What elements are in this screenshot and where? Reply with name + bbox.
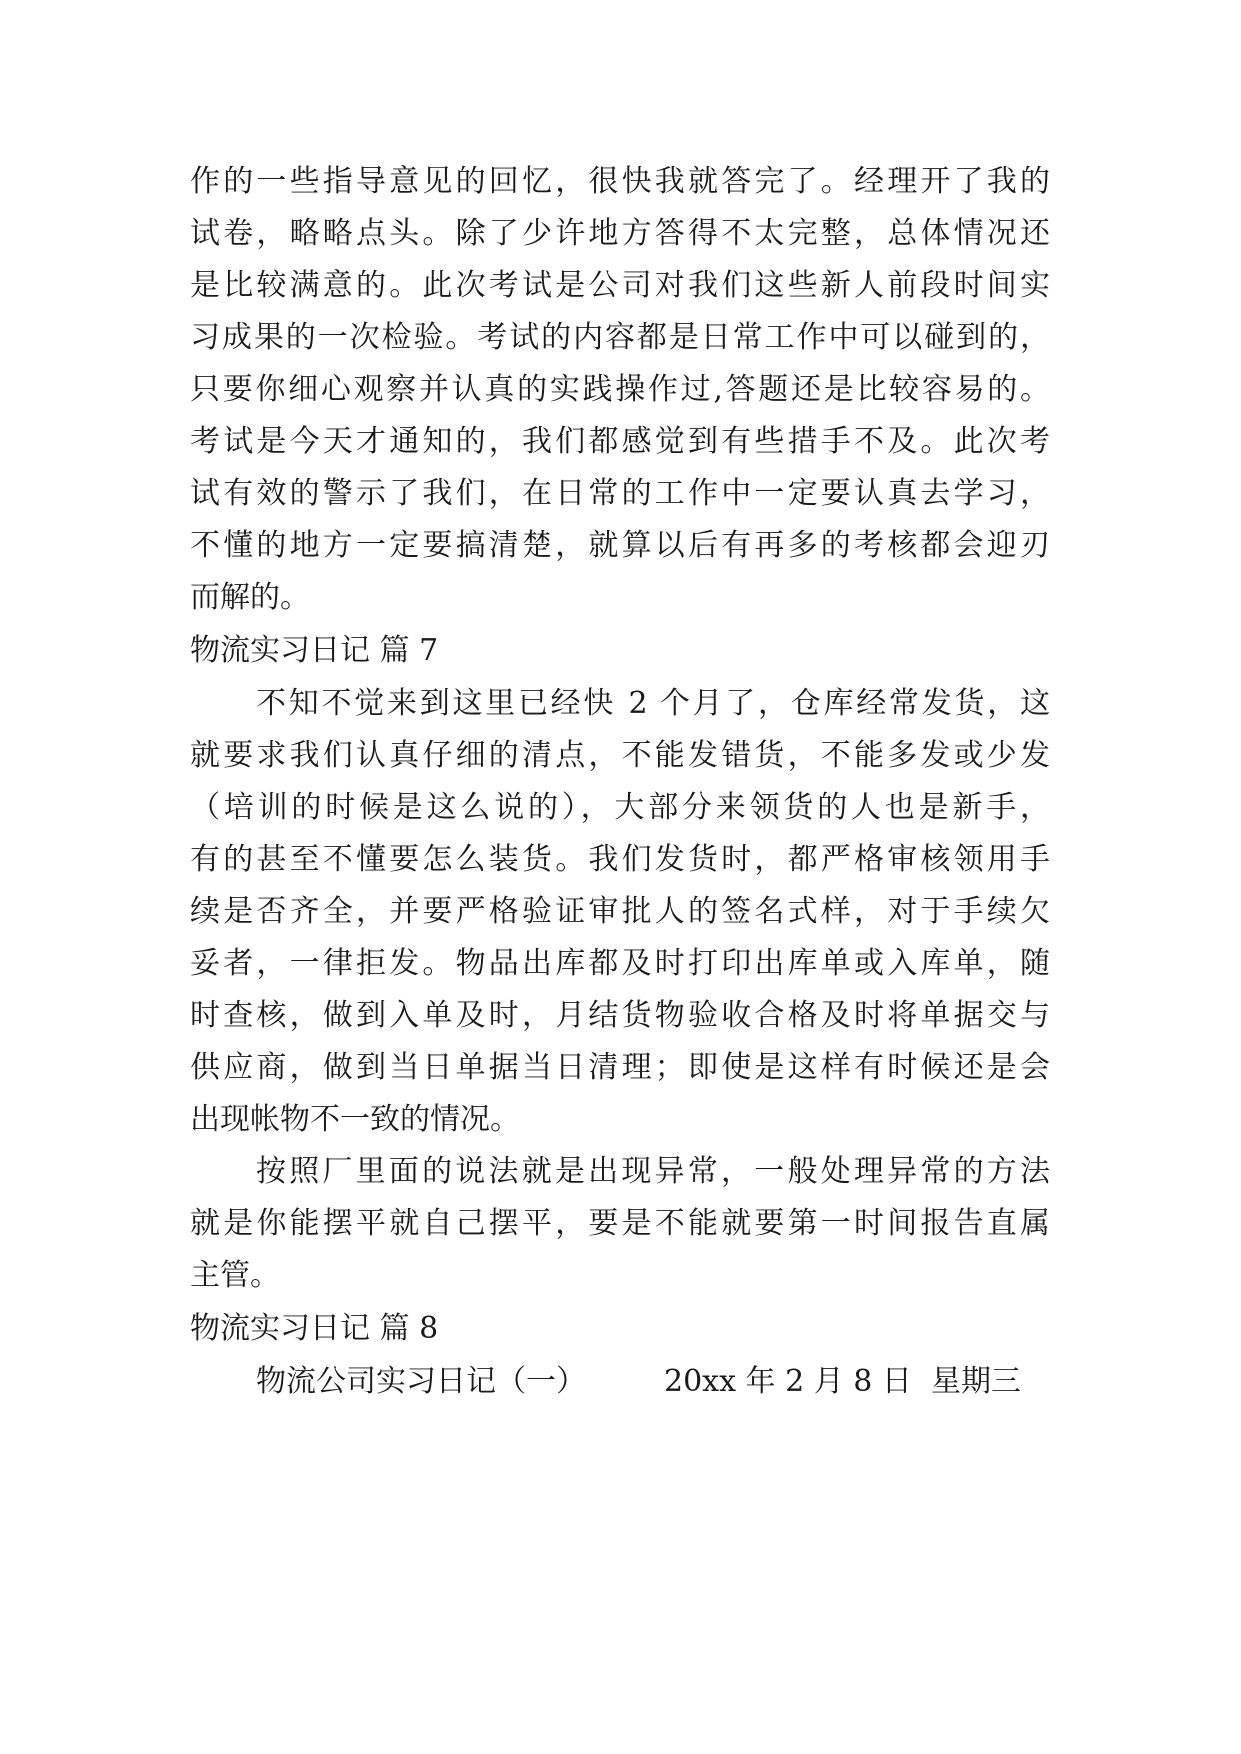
section-6-continuation bbox=[190, 156, 1050, 624]
text-line: 妥者，一律拒发。物品出库都及时打印出库单或入库单，随 bbox=[190, 946, 1050, 981]
text-line: 主管。 bbox=[190, 1258, 280, 1293]
section-heading: 物流实习日记 篇 7 bbox=[190, 633, 439, 668]
text-line: 作的一些指导意见的回忆，很快我就答完了。经理开了我的 bbox=[190, 164, 1050, 199]
text-line: 出现帐物不一致的情况。 bbox=[190, 1102, 520, 1137]
text-line: （培训的时候是这么说的），大部分来领货的人也是新手， bbox=[190, 790, 1050, 825]
entry-title: 物流公司实习日记（一） bbox=[256, 1364, 586, 1399]
text-line: 考试是今天才通知的，我们都感觉到有些措手不及。此次考 bbox=[190, 424, 1050, 459]
section-7 bbox=[190, 624, 1050, 1302]
text-line: 只要你细心观察并认真的实践操作过,答题还是比较容易的。 bbox=[190, 372, 1050, 407]
text-line: 有的甚至不懂要怎么装货。我们发货时，都严格审核领用手 bbox=[190, 842, 1050, 877]
text-line: 续是否齐全，并要严格验证审批人的签名式样，对于手续欠 bbox=[190, 894, 1050, 929]
text-line: 习成果的一次检验。考试的内容都是日常工作中可以碰到的， bbox=[190, 320, 1050, 355]
text-line: 而解的。 bbox=[190, 580, 310, 615]
text-line: 时查核，做到入单及时，月结货物验收合格及时将单据交与 bbox=[190, 998, 1050, 1033]
text-line: 就要求我们认真仔细的清点，不能发错货，不能多发或少发 bbox=[190, 738, 1050, 773]
text-line: 是比较满意的。此次考试是公司对我们这些新人前段时间实 bbox=[190, 268, 1050, 303]
diary-entry-header bbox=[190, 1356, 1050, 1408]
text-line: 不懂的地方一定要搞清楚，就算以后有再多的考核都会迎刃 bbox=[190, 528, 1050, 563]
document-body bbox=[190, 156, 1050, 1408]
text-line: 不知不觉来到这里已经快 2 个月了，仓库经常发货，这 bbox=[256, 686, 1050, 721]
paragraph bbox=[190, 678, 1050, 1146]
entry-date: 20xx 年 2 月 8 日 星期三 bbox=[664, 1364, 1021, 1399]
text-line: 供应商，做到当日单据当日清理；即使是这样有时候还是会 bbox=[190, 1050, 1050, 1085]
section-heading: 物流实习日记 篇 8 bbox=[190, 1311, 439, 1346]
text-line: 就是你能摆平就自己摆平，要是不能就要第一时间报告直属 bbox=[190, 1206, 1050, 1241]
text-line: 按照厂里面的说法就是出现异常，一般处理异常的方法 bbox=[256, 1154, 1050, 1189]
text-line: 试有效的警示了我们，在日常的工作中一定要认真去学习， bbox=[190, 476, 1050, 511]
text-line: 试卷，略略点头。除了少许地方答得不太完整，总体情况还 bbox=[190, 216, 1050, 251]
section-8 bbox=[190, 1302, 1050, 1408]
paragraph bbox=[190, 1146, 1050, 1302]
